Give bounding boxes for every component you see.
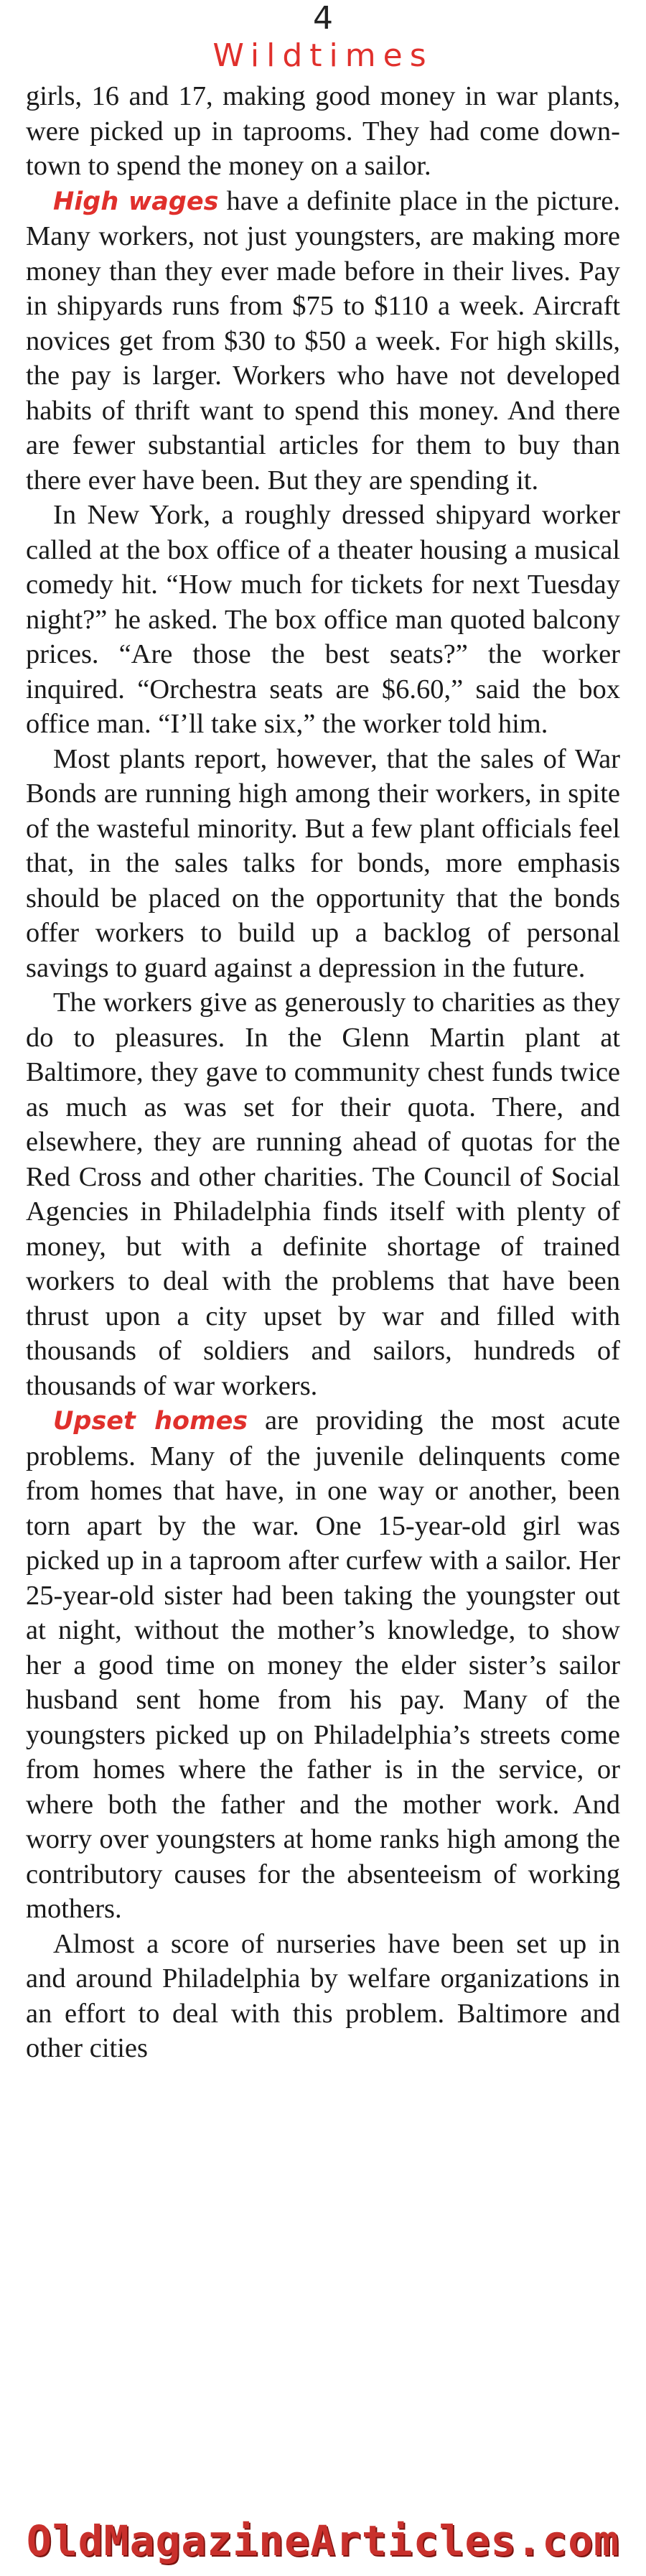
paragraph-high-wages-body: have a definite place in the picture. Many workers, not just youngsters, are making more money than they ever made before in their lives. Pay in shipyards runs from $75 to $110 a week. Aircraft novices get from $30 to $50 a week. For high skills, the pay is larger. Workers who have not developed habits of thrift want to spend this money. And there are fewer substantial articles for them to buy than there ever have been. But they are spending it. bbox=[26, 185, 620, 496]
paragraph-1: girls, 16 and 17, making good money in war plants, were picked up in taprooms. They had come down-town to spend the money on a sailor. bbox=[26, 81, 620, 181]
paragraph-new-york: In New York, a roughly dressed shipyard worker called at the box office of a theater housing a musical comedy hit. “How much for tickets for next Tuesday night?” he asked. The box office man quoted balcony prices. “Are those the best seats?” the worker inquired. “Orchestra seats are $6.60,” said the box office man. “I’ll take six,” the worker told him. bbox=[26, 500, 620, 739]
paragraph-nurseries: Almost a score of nurseries have been set up in and around Philadelphia by welfare organizations in an effort to deal with this problem. Baltimore and other cities bbox=[26, 1928, 620, 2063]
page-number: 4 bbox=[313, 0, 333, 37]
magazine-title: Wildtimes bbox=[212, 37, 434, 74]
lead-in-upset-homes: Upset homes bbox=[53, 1407, 248, 1436]
paragraph-charities: The workers give as generously to charities as they do to pleasures. In the Glenn Martin plant at Baltimore, they gave to community chest funds twice as much as was set for their quota. There, and elsewhere, they are running ahead of quotas for the Red Cross and other charities. The Council of Social Agencies in Philadelphia finds itself with plenty of money, but with a definite shortage of trained workers to deal with the problems that have been thrust upon a city upset by war and filled with thousands of soldiers and sailors, hundreds of thousands of war workers. bbox=[26, 987, 620, 1401]
paragraph-upset-homes bbox=[26, 1403, 620, 1927]
paragraph-high-wages bbox=[26, 184, 620, 498]
footer-watermark[interactable]: OldMagazineArticles.com bbox=[26, 2516, 620, 2565]
paragraph-war-bonds: Most plants report, however, that the sales of War Bonds are running high among their workers, in spite of the wasteful minority. But a few plant officials feel that, in the sales talks for bonds, more emphasis should be placed on the opportunity that the bonds offer workers to build up a backlog of personal savings to guard against a depression in the future. bbox=[26, 743, 620, 983]
article-body bbox=[26, 79, 620, 2066]
lead-in-high-wages: High wages bbox=[53, 187, 219, 216]
paragraph-upset-homes-body: are providing the most acute problems. Many of the juvenile delinquents come from homes that have, in one way or another, been torn apart by the war. One 15-year-old girl was picked up in a taproom after curfew with a sailor. Her 25-year-old sister had been taking the youngster out at night, without the mother’s knowledge, to show her a good time on money the elder sister’s sailor husband sent home from his pay. Many of the youngsters picked up on Philadelphia’s streets come from homes where the father is in the service, or where both the father and the mother work. And worry over youngsters at home ranks high among the contributory causes for the absenteeism of working mothers. bbox=[26, 1405, 620, 1924]
